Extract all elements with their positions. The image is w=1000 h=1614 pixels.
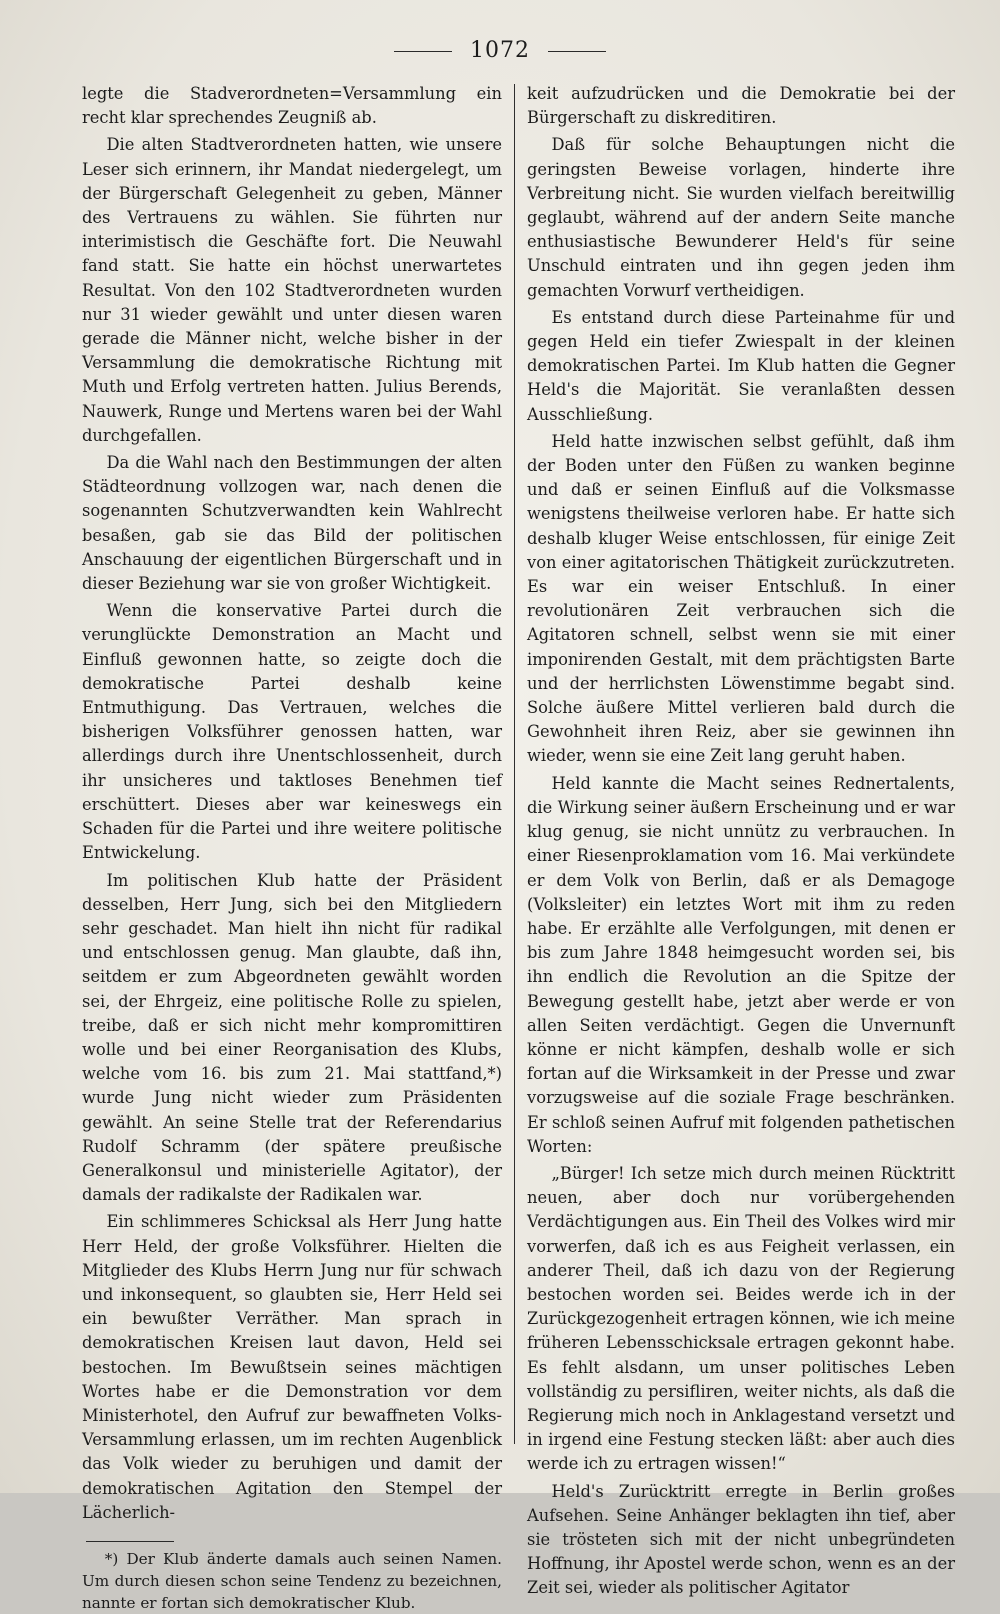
left-column [82,82,502,1614]
header-rule-left [394,51,452,52]
paragraph: Die alten Stadtverordneten hatten, wie unsere Leser sich erinnern, ihr Mandat niedergelegt, um der Bürgerschaft Gelegenheit zu geben, Männer des Vertrauens zu wählen. Sie führten nur interimistisch die Geschäfte fort. Die Neuwahl fand statt. Sie hatte ein höchst unerwartetes Resultat. Von den 102 Stadtverordneten wurden nur 31 wieder gewählt und unter diesen waren gerade die Männer nicht, welche bisher in der Versammlung die demokratische Richtung mit Muth und Erfolg vertreten hatten. Julius Berends, Nauwerk, Runge und Mertens waren bei der Wahl durchgefallen. [82,135,502,445]
paragraph: Held kannte die Macht seines Rednertalents, die Wirkung seiner äußern Erscheinung und er war klug genug, sie nicht unnütz zu verbrauchen. In einer Riesenproklamation vom 16. Mai verkündete er dem Volk von Berlin, daß er als Demagoge (Volksleiter) ein letztes Wort mit ihm zu reden habe. Er erzählte alle Verfolgungen, mit denen er bis zum Jahre 1848 heimgesucht worden sei, bis ihn endlich die Revolution an die Spitze der Bewegung gestellt habe, jetzt aber werde er von allen Seiten verdächtigt. Gegen die Unvernunft könne er nicht kämpfen, deshalb wolle er sich fortan auf die Wirksamkeit in der Presse und zwar vorzugsweise auf die soziale Frage beschränken. Er schloß seinen Aufruf mit folgenden pathetischen Worten: [527,773,955,1156]
header-rule-right [548,51,606,52]
paragraph: Im politischen Klub hatte der Präsident desselben, Herr Jung, sich bei den Mitgliedern sehr geschadet. Man hielt ihn nicht für radikal und entschlossen genug. Man glaubte, daß ihn, seitdem er zum Abgeordneten gewählt worden sei, der Ehrgeiz, eine politische Rolle zu spielen, treibe, daß er sich nicht mehr kompromittiren wolle und bei einer Reorganisation des Klubs, welche vom 16. bis zum 21. Mai stattfand,*) wurde Jung nicht wieder zum Präsidenten gewählt. An seine Stelle trat der Referendarius Rudolf Schramm (der spätere preußische Generalkonsul und ministerielle Agitator), der damals der radikalste der Radikalen war. [82,870,502,1205]
paragraph: keit aufzudrücken und die Demokratie bei der Bürgerschaft zu diskreditiren. [527,84,955,128]
paragraph: Da die Wahl nach den Bestimmungen der alten Städteordnung vollzogen war, nach denen die sogenannten Schutzverwandten kein Wahlrecht besaßen, gab sie das Bild der politischen Anschauung der eigentlichen Bürgerschaft und in dieser Beziehung war sie von großer Wichtigkeit. [82,453,502,594]
quotation: „Bürger! Ich setze mich durch meinen Rücktritt neuen, aber doch nur vorübergehenden Verdächtigungen aus. Ein Theil des Volkes wird mir vorwerfen, daß ich es aus Feigheit verlassen, ein anderer Theil, daß ich dazu von der Regierung bestochen worden sei. Beides werde ich in der Zurückgezogenheit ertragen können, wie ich meine früheren Lebensschicksale ertragen gekonnt habe. Es fehlt alsdann, um unser politisches Leben vollständig zu persifliren, weiter nichts, als daß die Regierung mich noch in Anklagestand versetzt und in irgend eine Festung stecken läßt: aber auch dies werde ich zu ertragen wissen!“ [527,1163,955,1474]
paragraph: Held's Zurücktritt erregte in Berlin großes Aufsehen. Seine Anhänger beklagten ihn tief, aber sie trösteten sich mit der nicht unbegründeten Hoffnung, ihr Apostel werde schon, wenn es an der Zeit sei, wieder als politischer Agitator [527,1481,955,1598]
footnote-rule [86,1541,174,1542]
paragraph: Es entstand durch diese Parteinahme für und gegen Held ein tiefer Zwiespalt in der kleinen demokratischen Partei. Im Klub hatten die Gegner Held's die Majorität. Sie veranlaßten dessen Ausschließung. [527,307,955,424]
paragraph: Daß für solche Behauptungen nicht die geringsten Beweise vorlagen, hinderte ihre Verbreitung nicht. Sie wurden vielfach bereitwillig geglaubt, während auf der andern Seite manche enthusiastische Bewunderer Held's für seine Unschuld eintraten und ihn gegen jeden ihm gemachten Vorwurf vertheidigen. [527,135,955,300]
column-divider [514,84,515,1444]
paragraph: Ein schlimmeres Schicksal als Herr Jung hatte Herr Held, der große Volksführer. Hielten die Mitglieder des Klubs Herrn Jung nur für schwach und inkonsequent, so glaubten sie, Herr Held sei ein bewußter Verräther. Man sprach in demokratischen Kreisen laut davon, Held sei bestochen. Im Bewußtsein seines mächtigen Wortes habe er die Demonstration vor dem Ministerhotel, den Aufruf zur bewaffneten Volks-Versammlung erlassen, um im rechten Augenblick das Volk wieder zu beruhigen und damit der demokratischen Agitation den Stempel der Lächerlich- [82,1212,502,1522]
right-column [527,82,955,1601]
page-number: 1072 [470,38,530,63]
paragraph: legte die Stadverordneten=Versammlung ein recht klar sprechendes Zeugniß ab. [82,84,502,128]
footnote: *) Der Klub änderte damals auch seinen Namen. Um durch diesen schon seine Tendenz zu bezeichnen, nannte er fortan sich demokratischer Klub. [82,1549,502,1612]
paragraph: Held hatte inzwischen selbst gefühlt, daß ihm der Boden unter den Füßen zu wanken beginne und daß er seinen Einfluß auf die Volksmasse wenigstens theilweise verloren habe. Er hatte sich deshalb kluger Weise entschlossen, für einige Zeit von einer agitatorischen Thätigkeit zurückzutreten. Es war ein weiser Entschluß. In einer revolutionären Zeit verbrauchen sich die Agitatoren schnell, selbst wenn sie mit einer imponirenden Gestalt, mit dem prächtigsten Barte und der herrlichsten Löwenstimme begabt sind. Solche äußere Mittel verlieren bald durch die Gewohnheit ihren Reiz, aber sie gewinnen ihn wieder, wenn sie eine Zeit lang geruht haben. [527,431,955,766]
page-header [0,38,1000,63]
paragraph: Wenn die konservative Partei durch die verunglückte Demonstration an Macht und Einfluß gewonnen hatte, so zeigte doch die demokratische Partei deshalb keine Entmuthigung. Das Vertrauen, welches die bisherigen Volksführer genossen hatten, war allerdings durch ihre Unentschlossenheit, durch ihr unsicheres und taktloses Benehmen tief erschüttert. Dieses aber war keineswegs ein Schaden für die Partei und ihre weitere politische Entwickelung. [82,601,502,863]
